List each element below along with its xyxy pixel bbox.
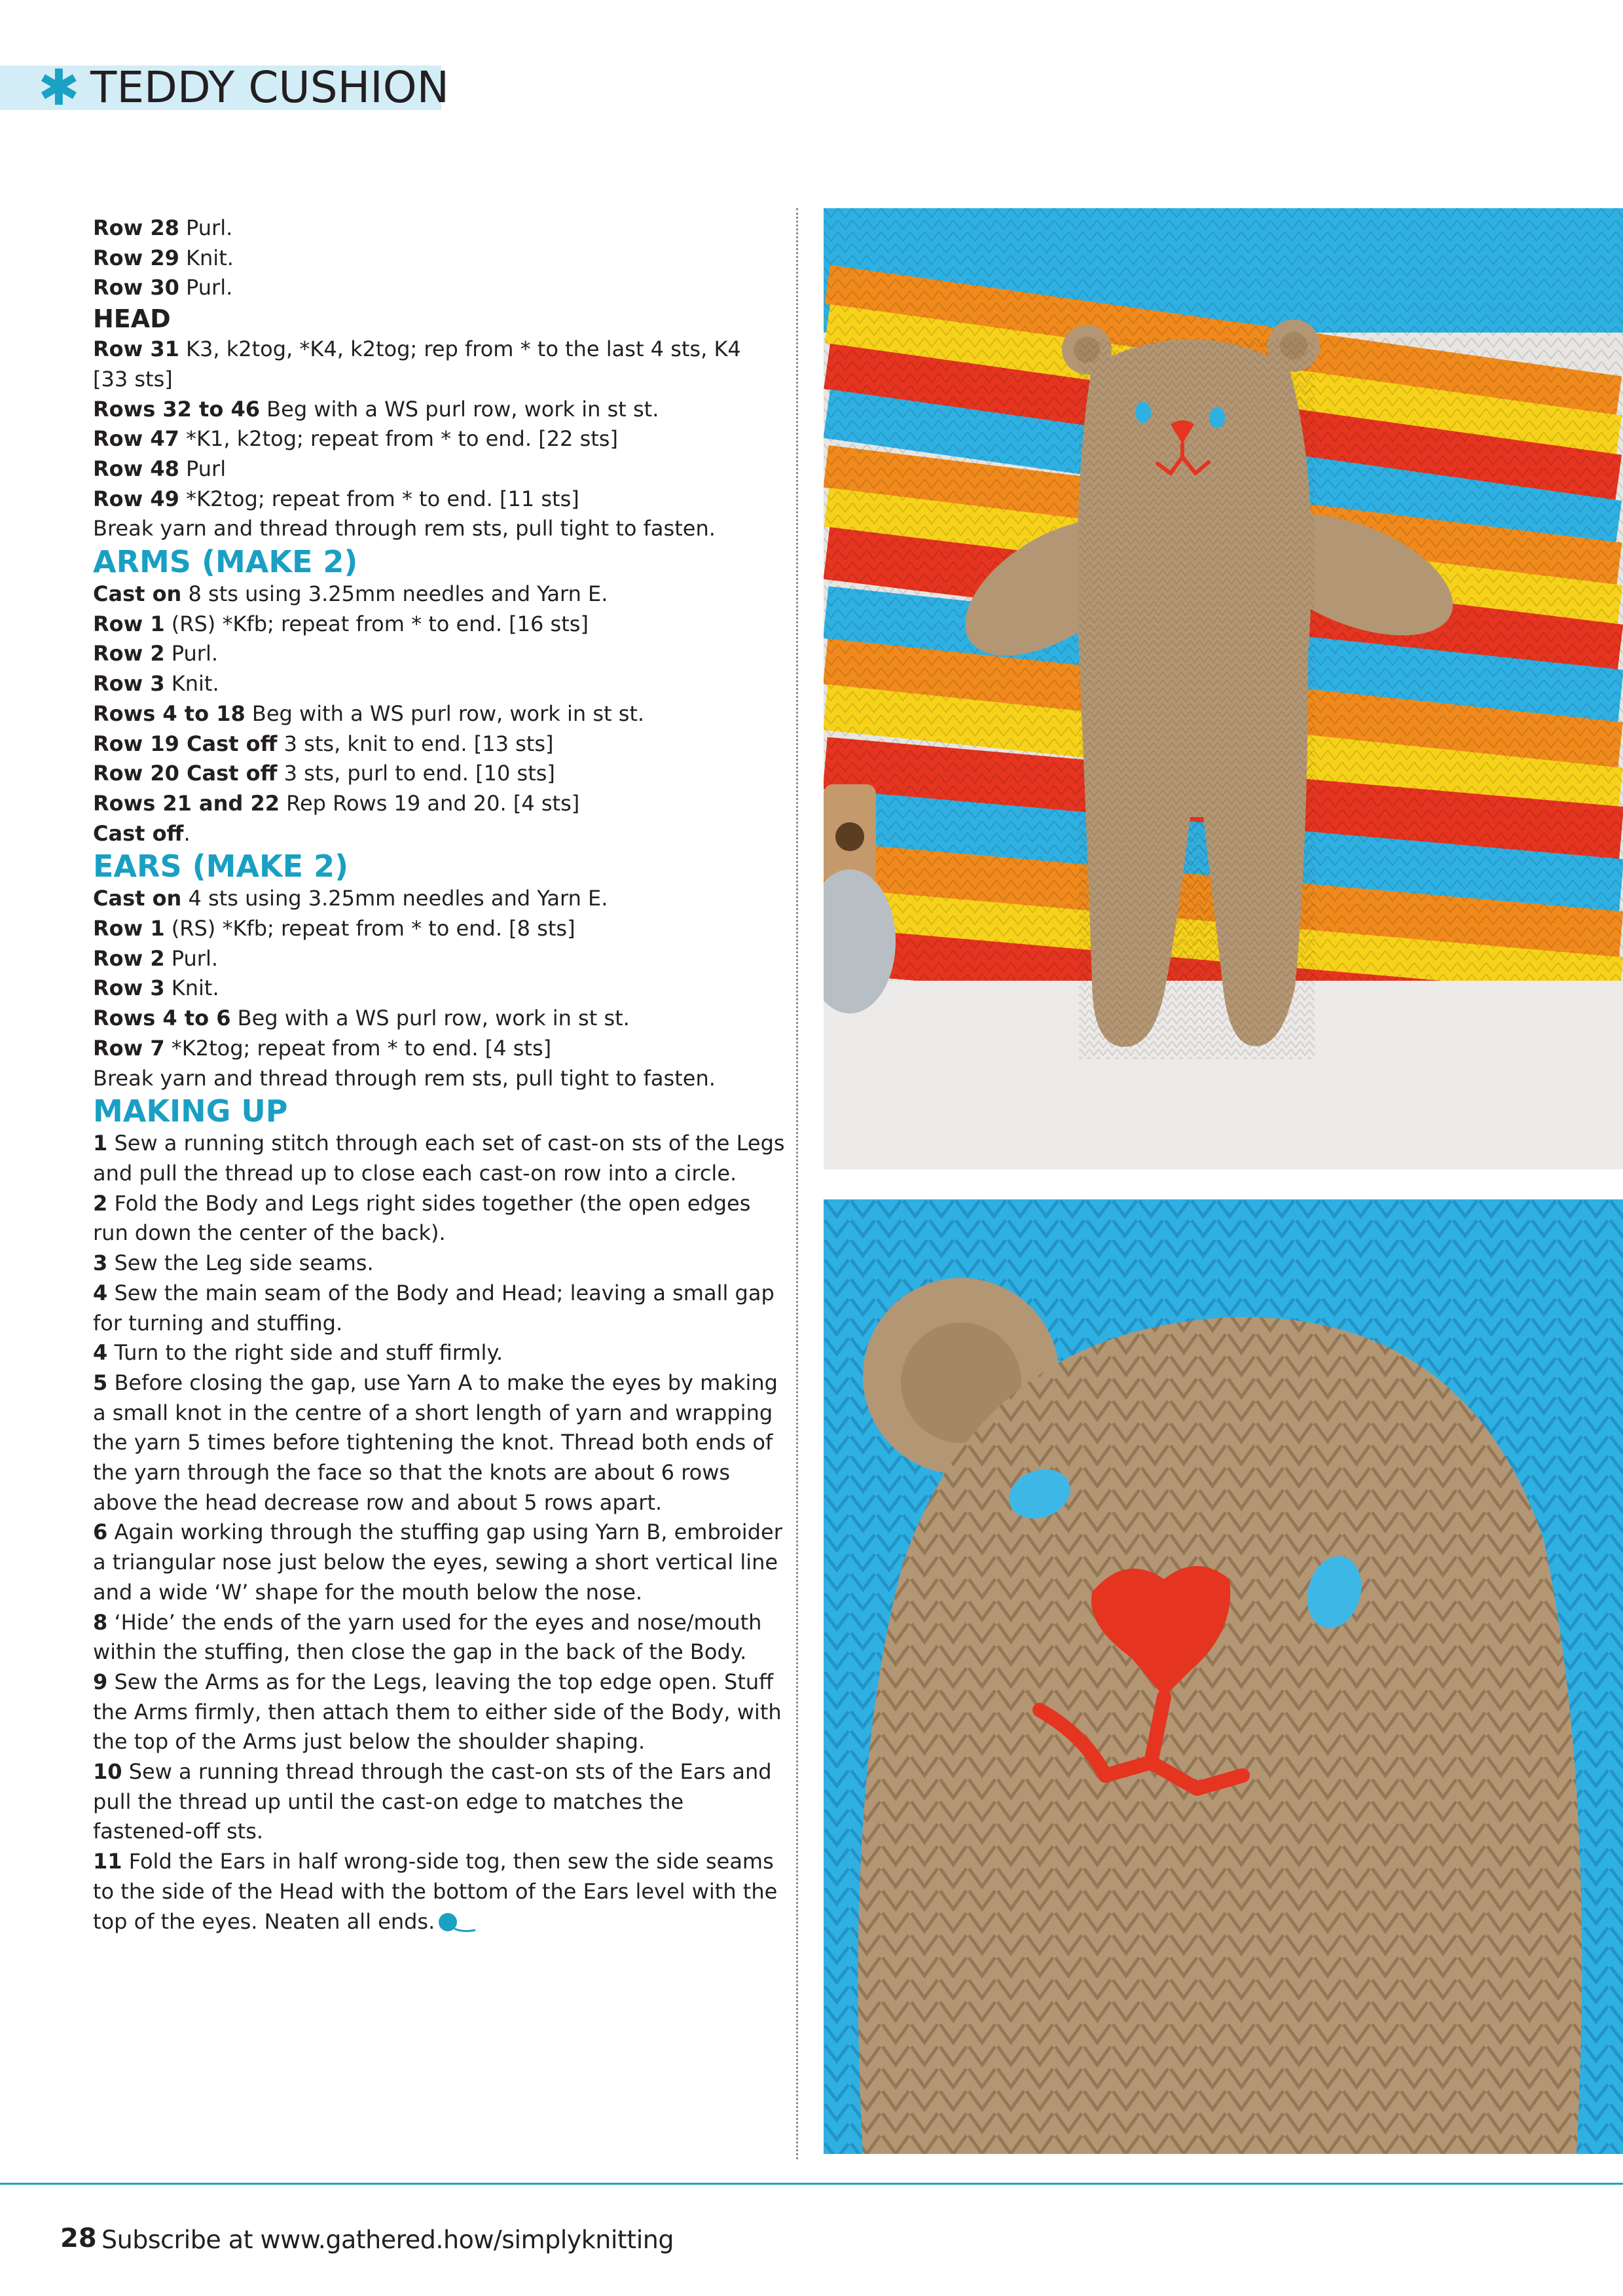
row-line-label: Row 30 [93, 275, 179, 301]
making-up-step [93, 1518, 787, 1607]
head-line-text: Beg with a WS purl row, work in st st. [260, 396, 659, 422]
arms-line-label: Rows 21 and 22 [93, 790, 280, 816]
head-line-text: Break yarn and thread through rem sts, pull tight to fasten. [93, 516, 716, 541]
row-line [93, 244, 787, 274]
head-line-label: Row 49 [93, 486, 179, 511]
arms-line [93, 669, 787, 699]
making-up-step [93, 1847, 787, 1937]
head-line-text: *K1, k2tog; repeat from * to end. [22 sts] [179, 426, 618, 452]
making-up-instructions [93, 1129, 787, 1937]
arms-line-text: 8 sts using 3.25mm needles and Yarn E. [181, 581, 608, 607]
arms-line-text: 3 sts, purl to end. [10 sts] [277, 761, 555, 786]
section-title-making-up: MAKING UP [93, 1093, 288, 1129]
arms-line [93, 699, 787, 729]
making-up-step-label: 2 [93, 1190, 108, 1216]
making-up-step-label: 11 [93, 1849, 122, 1874]
making-up-step [93, 1757, 787, 1847]
making-up-step-label: 1 [93, 1131, 108, 1156]
head-line-label: Rows 32 to 46 [93, 396, 260, 422]
yarn-ball-icon [437, 1912, 477, 1934]
ears-instructions [93, 884, 787, 1093]
arms-line-text: Purl. [164, 641, 218, 666]
making-up-step-text: Sew the Arms as for the Legs, leaving the top edge open. Stuff the Arms firmly, then attach them to either side of the Body, with the top of the Arms just below the shoulder shaping. [93, 1669, 782, 1755]
teddy-face-closeup-photo [824, 1199, 1623, 2154]
head-line-label: Row 48 [93, 456, 179, 481]
head-line [93, 365, 787, 395]
arms-line-label: Cast on [93, 581, 182, 607]
pattern-column [93, 213, 787, 1937]
ears-line-text: *K2tog; repeat from * to end. [4 sts] [164, 1035, 552, 1061]
body-rows [93, 213, 787, 303]
ears-line [93, 944, 787, 974]
ears-line [93, 914, 787, 944]
page-title: TEDDY CUSHION [90, 62, 450, 113]
arms-line-label: Row 1 [93, 611, 165, 636]
making-up-step-text: ‘Hide’ the ends of the yarn used for the eyes and nose/mouth within the stuffing, then close the gap in the back of the Body. [93, 1609, 762, 1665]
arms-line-label: Row 19 Cast off [93, 731, 278, 756]
arms-line-label: Rows 4 to 18 [93, 701, 246, 726]
arms-instructions [93, 579, 787, 848]
arms-line-text: Beg with a WS purl row, work in st st. [245, 701, 645, 726]
making-up-step-label: 4 [93, 1340, 108, 1366]
ears-line-label: Cast on [93, 886, 182, 911]
ears-line-label: Row 2 [93, 945, 165, 971]
teddy-full-photo [824, 208, 1623, 1169]
head-instructions [93, 335, 787, 544]
ears-line-text: (RS) *Kfb; repeat from * to end. [8 sts] [164, 916, 575, 941]
row-line-text: Knit. [179, 245, 234, 270]
section-title-arms: ARMS (MAKE 2) [93, 544, 358, 580]
arms-line-label: Cast off [93, 820, 184, 846]
ears-line [93, 1034, 787, 1064]
row-line [93, 273, 787, 303]
making-up-step-text: Sew the Leg side seams. [107, 1250, 374, 1276]
section-title-ears: EARS (MAKE 2) [93, 848, 349, 884]
making-up-step [93, 1189, 787, 1248]
arms-line [93, 639, 787, 669]
head-line [93, 335, 787, 365]
ears-line [93, 1004, 787, 1034]
head-line [93, 484, 787, 515]
arms-line [93, 610, 787, 640]
making-up-step [93, 1608, 787, 1667]
making-up-step-label: 4 [93, 1280, 108, 1305]
making-up-step-label: 5 [93, 1370, 108, 1395]
section-title-head: HEAD [93, 304, 171, 334]
making-up-step [93, 1338, 787, 1368]
ears-line-text: Break yarn and thread through rem sts, pull tight to fasten. [93, 1065, 716, 1091]
making-up-step-text: Before closing the gap, use Yarn A to make the eyes by making a small knot in the centre of a short length of yarn and wrapping the yarn 5 times before tightening the knot. Thread both ends of the yarn through the face so that the knots are about 6 rows above the head decrease row and about 5 rows apart. [93, 1370, 778, 1515]
footer-rule [0, 2183, 1623, 2185]
ears-line-text: Knit. [164, 975, 219, 1001]
arms-line [93, 789, 787, 819]
arms-line-text: . [183, 820, 191, 846]
head-line [93, 424, 787, 454]
ears-line-label: Rows 4 to 6 [93, 1006, 231, 1031]
ears-line-text: Purl. [164, 945, 218, 971]
row-line-text: Purl. [179, 215, 233, 240]
ears-line-text: Beg with a WS purl row, work in st st. [230, 1006, 630, 1031]
arms-line [93, 579, 787, 610]
making-up-step [93, 1667, 787, 1757]
ears-line [93, 974, 787, 1004]
making-up-step-label: 3 [93, 1250, 108, 1276]
row-line-label: Row 29 [93, 245, 179, 270]
head-line-label: Row 31 [93, 337, 179, 362]
arms-line [93, 759, 787, 789]
ears-line-label: Row 7 [93, 1035, 165, 1061]
head-line-label: Row 47 [93, 426, 179, 452]
head-line [93, 395, 787, 425]
head-line [93, 514, 787, 544]
making-up-step-text: Sew a running stitch through each set of cast-on sts of the Legs and pull the thread up to close each cast-on row into a circle. [93, 1131, 785, 1186]
head-line-text: K3, k2tog, *K4, k2tog; rep from * to the last 4 sts, K4 [179, 337, 741, 362]
ears-line-label: Row 3 [93, 975, 165, 1001]
asterisk-flower-icon: ✱ [38, 58, 80, 117]
making-up-step-text: Sew a running thread through the cast-on sts of the Ears and pull the thread up until the cast-on edge to matches the fastened-off sts. [93, 1759, 772, 1844]
making-up-step-text: Turn to the right side and stuff firmly. [107, 1340, 503, 1366]
making-up-step [93, 1248, 787, 1279]
column-divider [796, 208, 798, 2159]
footer-subscribe-link[interactable]: Subscribe at www.gathered.how/simplyknitting [101, 2225, 674, 2254]
head-line-text: [33 sts] [93, 366, 173, 392]
making-up-step-text: Sew the main seam of the Body and Head; leaving a small gap for turning and stuffing. [93, 1280, 775, 1336]
ears-line [93, 1064, 787, 1094]
making-up-step [93, 1129, 787, 1188]
arms-line-text: 3 sts, knit to end. [13 sts] [277, 731, 554, 756]
ears-line-text: 4 sts using 3.25mm needles and Yarn E. [181, 886, 608, 911]
row-line-label: Row 28 [93, 215, 179, 240]
arms-line-text: (RS) *Kfb; repeat from * to end. [16 sts] [164, 611, 589, 636]
making-up-step-text: Again working through the stuffing gap using Yarn B, embroider a triangular nose just below the eyes, sewing a short vertical line and a wide ‘W’ shape for the mouth below the nose. [93, 1520, 782, 1605]
row-line-text: Purl. [179, 275, 233, 301]
head-line-text: Purl [179, 456, 227, 481]
arms-line [93, 819, 787, 849]
making-up-step-text: Fold the Ears in half wrong-side tog, then sew the side seams to the side of the Head with the bottom of the Ears level with the top of the eyes. Neaten all ends. [93, 1849, 778, 1934]
making-up-step-text: Fold the Body and Legs right sides together (the open edges run down the center of the back). [93, 1190, 751, 1246]
making-up-step-label: 10 [93, 1759, 122, 1785]
making-up-step-label: 9 [93, 1669, 108, 1694]
making-up-step-label: 6 [93, 1520, 108, 1545]
head-line-text: *K2tog; repeat from * to end. [11 sts] [179, 486, 579, 511]
arms-line-label: Row 3 [93, 671, 165, 697]
ears-line-label: Row 1 [93, 916, 165, 941]
arms-line-text: Knit. [164, 671, 219, 697]
making-up-step [93, 1368, 787, 1518]
arms-line-text: Rep Rows 19 and 20. [4 sts] [280, 790, 580, 816]
page-number: 28 [60, 2223, 97, 2253]
arms-line-label: Row 2 [93, 641, 165, 666]
arms-line [93, 729, 787, 759]
ears-line [93, 884, 787, 914]
making-up-step [93, 1279, 787, 1338]
arms-line-label: Row 20 Cast off [93, 761, 278, 786]
making-up-step-label: 8 [93, 1609, 108, 1635]
head-line [93, 454, 787, 484]
row-line [93, 213, 787, 244]
